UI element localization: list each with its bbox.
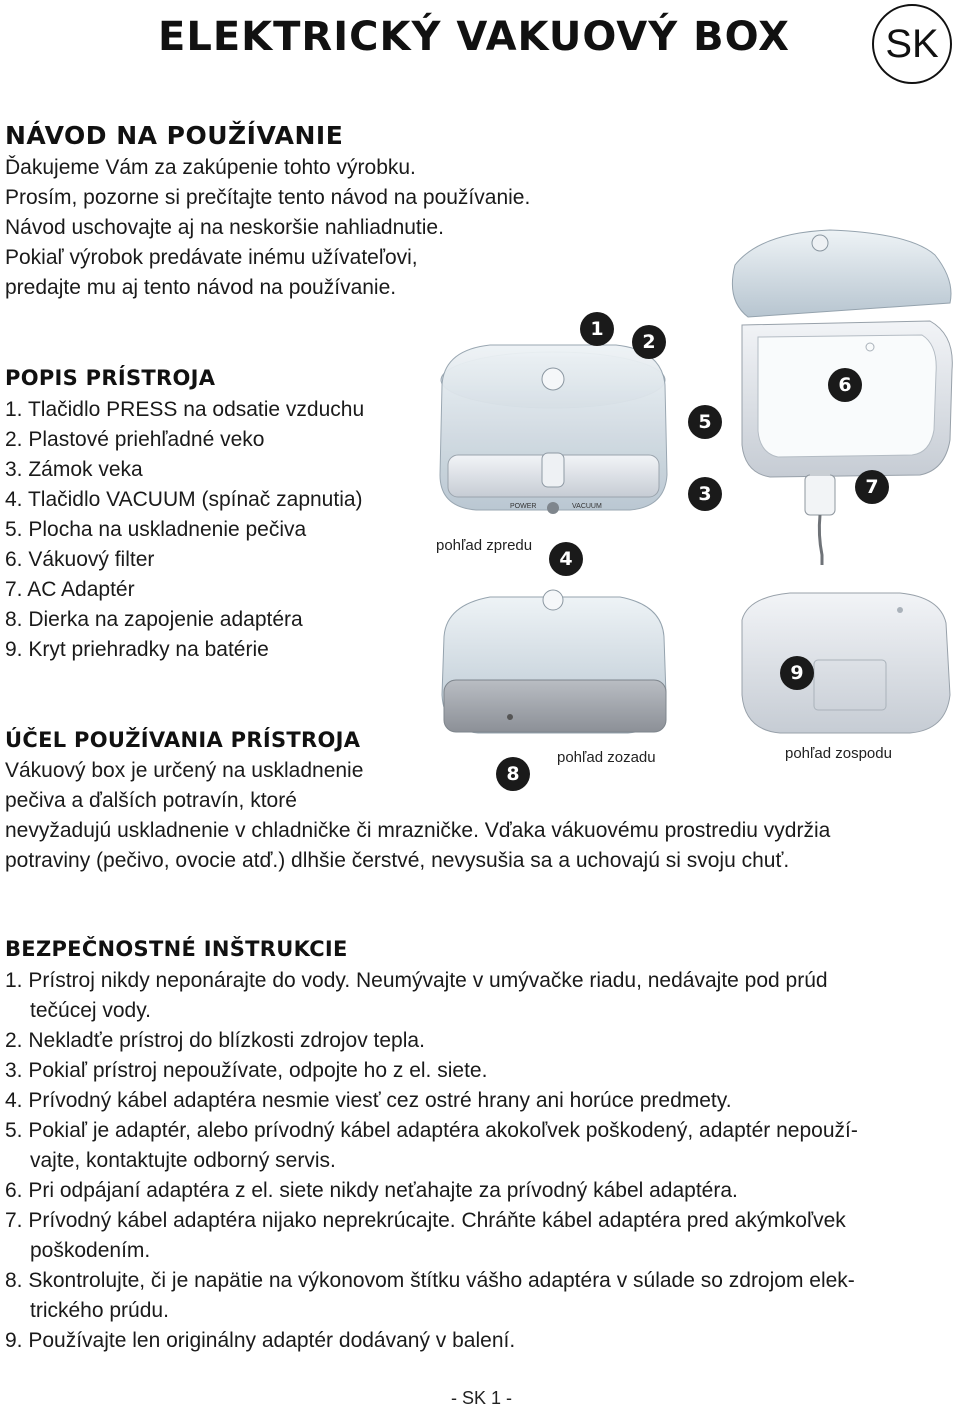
description-item: 6. Vákuový filter [5, 548, 155, 571]
safety-item-text: vajte, kontaktujte odborný servis. [30, 1149, 336, 1172]
purpose-text [5, 756, 830, 876]
page-number: - SK 1 - [451, 1388, 513, 1408]
safety-item-text: Pri odpájaní adaptéra z el. siete nikdy neťahajte za prívodný kábel adaptéra. [28, 1179, 738, 1202]
power-label: POWER [510, 503, 537, 510]
safety-item-text: Používajte len originálny adaptér dodávaný v balení. [28, 1329, 516, 1352]
safety-list [5, 966, 955, 1356]
safety-item-number: 2. [5, 1029, 23, 1052]
description-list [5, 395, 364, 665]
description-item: 2. Plastové priehľadné veko [5, 428, 265, 451]
bottom-view-device [742, 593, 950, 733]
back-view-caption: pohľad zozadu [557, 749, 656, 766]
safety-item-text: Pokiaľ prístroj nepoužívate, odpojte ho z el. siete. [28, 1059, 488, 1082]
safety-item [5, 966, 955, 1026]
description-item: 5. Plocha na uskladnenie pečiva [5, 518, 307, 541]
safety-item-text: trického prúdu. [30, 1299, 169, 1322]
safety-item [5, 1056, 955, 1086]
callout-6: 6 [828, 368, 862, 402]
purpose-line: pečiva a ďalších potravín, ktoré [5, 789, 297, 812]
safety-item-text: Prívodný kábel adaptéra nesmie viesť cez ostré hrany ani horúce predmety. [28, 1089, 732, 1112]
safety-item-number: 1. [5, 969, 23, 992]
purpose-line: Vákuový box je určený na uskladnenie [5, 759, 364, 782]
callout-9: 9 [780, 656, 814, 690]
callout-1: 1 [580, 312, 614, 346]
safety-item-text: Prívodný kábel adaptéra nijako neprekrúcajte. Chráňte kábel adaptéra pred akýmkoľvek [28, 1209, 846, 1232]
page-title: ELEKTRICKÝ VAKUOVÝ BOX [158, 14, 790, 60]
callout-8: 8 [496, 757, 530, 791]
vacuum-label: VACUUM [572, 503, 602, 510]
safety-item [5, 1026, 955, 1056]
language-badge: SK [872, 4, 952, 84]
intro-line: predajte mu aj tento návod na používanie. [5, 276, 397, 299]
back-view-device [442, 590, 666, 733]
intro-line: Ďakujeme Vám za zakúpenie tohto výrobku. [5, 156, 416, 179]
purpose-line: potraviny (pečivo, ovocie atď.) dlhšie čerstvé, nevysušia sa a uchovajú si svoju chuť. [5, 849, 790, 872]
safety-item-text: Pokiaľ je adaptér, alebo prívodný kábel adaptéra akokoľvek poškodený, adaptér nepouží- [28, 1119, 858, 1142]
safety-item [5, 1206, 955, 1266]
description-item: 8. Dierka na zapojenie adaptéra [5, 608, 303, 631]
callout-5: 5 [688, 405, 722, 439]
open-device [732, 230, 952, 477]
safety-item-text: Prístroj nikdy neponárajte do vody. Neumývajte v umývačke riadu, nedávajte pod prúd [28, 969, 828, 992]
description-item: 9. Kryt priehradky na batérie [5, 638, 269, 661]
callout-2: 2 [632, 325, 666, 359]
callout-7: 7 [855, 470, 889, 504]
safety-item-number: 7. [5, 1209, 23, 1232]
front-view-device [440, 345, 667, 514]
purpose-line: nevyžadujú uskladnenie v chladničke či mrazničke. Vďaka vákuovému prostrediu vydržia [5, 819, 831, 842]
safety-item [5, 1086, 955, 1116]
callout-3: 3 [688, 477, 722, 511]
safety-item-text: tečúcej vody. [30, 999, 152, 1022]
safety-item-text: poškodením. [30, 1239, 151, 1262]
description-item: 1. Tlačidlo PRESS na odsatie vzduchu [5, 398, 365, 421]
safety-item [5, 1266, 955, 1326]
description-item: 3. Zámok veka [5, 458, 143, 481]
bottom-view-caption: pohľad zospodu [785, 745, 892, 762]
intro-line: Prosím, pozorne si prečítajte tento návod na používanie. [5, 186, 531, 209]
intro-heading: NÁVOD NA POUŽÍVANIE [5, 121, 344, 150]
safety-item-number: 6. [5, 1179, 23, 1202]
callout-4: 4 [549, 542, 583, 576]
front-view-caption: pohľad zpredu [436, 537, 533, 554]
safety-heading: BEZPEČNOSTNÉ INŠTRUKCIE [5, 937, 348, 961]
safety-item [5, 1326, 955, 1356]
safety-item-number: 9. [5, 1329, 23, 1352]
description-item: 7. AC Adaptér [5, 578, 135, 601]
safety-item-number: 3. [5, 1059, 23, 1082]
purpose-heading: ÚČEL POUŽÍVANIA PRÍSTROJA [5, 728, 361, 752]
safety-item-number: 5. [5, 1119, 23, 1142]
safety-item-text: Nekladťe prístroj do blízkosti zdrojov tepla. [28, 1029, 425, 1052]
intro-line: Návod uschovajte aj na neskoršie nahliadnutie. [5, 216, 444, 239]
safety-item [5, 1116, 955, 1176]
safety-item-text: Skontrolujte, či je napätie na výkonovom štítku vášho adaptéra v súlade so zdrojom elek- [28, 1269, 855, 1292]
safety-item-number: 4. [5, 1089, 23, 1112]
ac-adapter [805, 470, 835, 565]
safety-item-number: 8. [5, 1269, 23, 1292]
intro-line: Pokiaľ výrobok predávate inému užívateľovi, [5, 246, 418, 269]
description-item: 4. Tlačidlo VACUUM (spínač zapnutia) [5, 488, 363, 511]
description-heading: POPIS PRÍSTROJA [5, 366, 216, 390]
safety-item [5, 1176, 955, 1206]
